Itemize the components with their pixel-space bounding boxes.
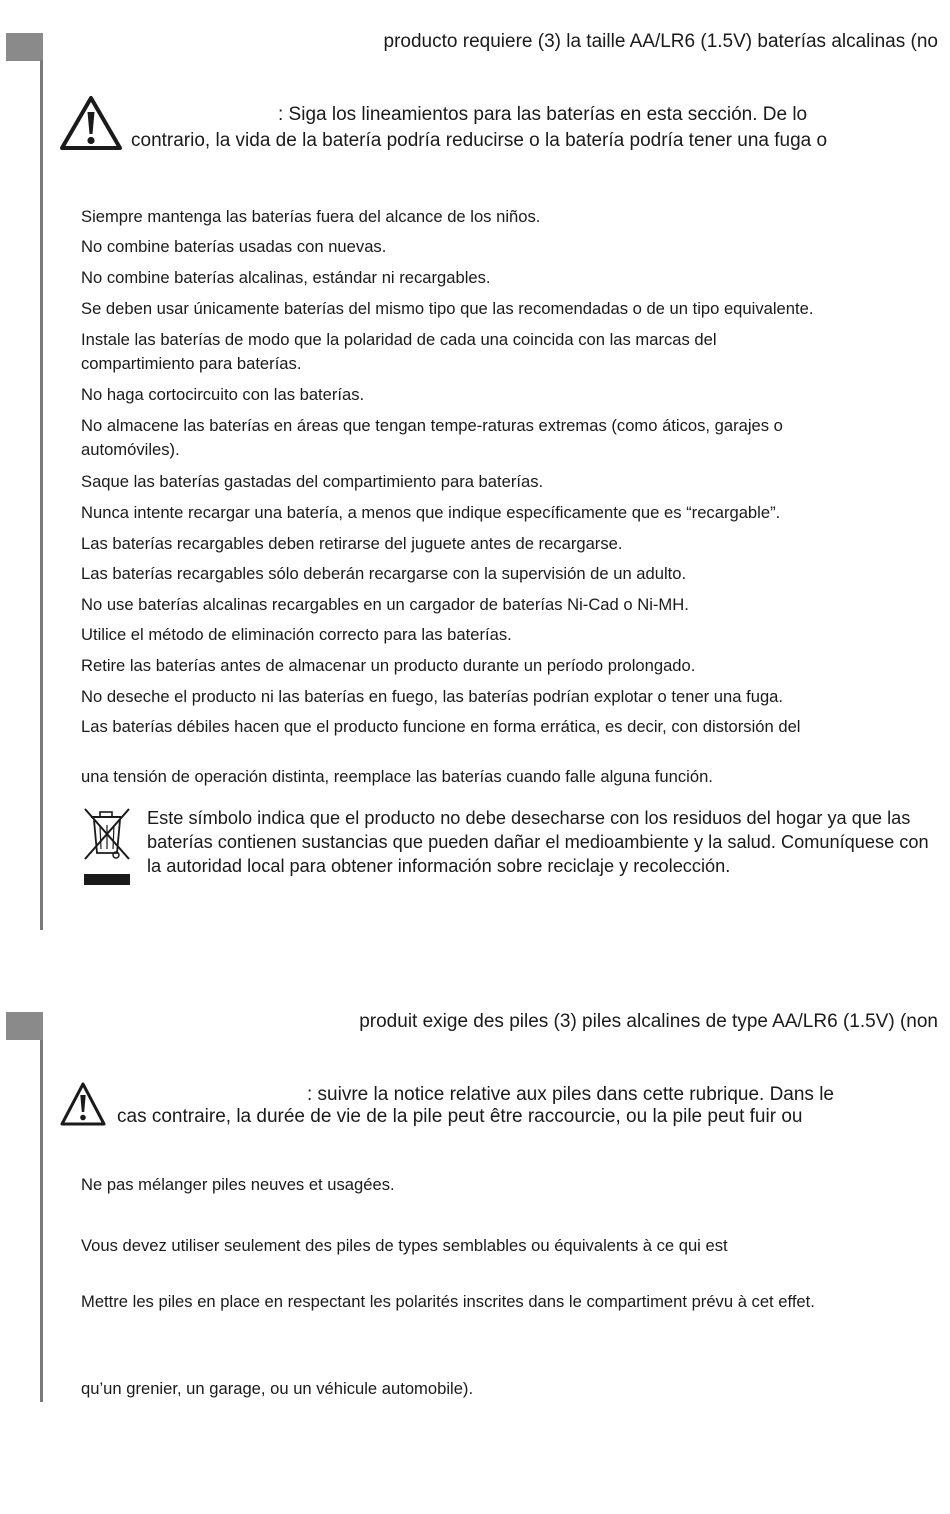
list-item: No deseche el producto ni las baterías en fuego, las baterías podrían explotar o tener una fuga. bbox=[81, 687, 784, 706]
section-marker-fr bbox=[6, 1012, 43, 1040]
list-item: Siempre mantenga las baterías fuera del alcance de los niños. bbox=[81, 207, 541, 226]
warning-triangle-icon bbox=[58, 94, 124, 152]
list-item: qu’un grenier, un garage, ou un véhicule automobile). bbox=[81, 1379, 474, 1398]
warning-text-es-line2: contrario, la vida de la batería podría reducirse o la batería podría tener una fuga o bbox=[131, 130, 828, 151]
list-item: Las baterías recargables sólo deberán recargarse con la supervisión de un adulto. bbox=[81, 564, 687, 583]
warning-text-fr-line2: cas contraire, la durée de vie de la pile peut être raccourcie, ou la pile peut fuir ou bbox=[117, 1106, 803, 1127]
list-item: automóviles). bbox=[81, 440, 180, 459]
list-item: Saque las baterías gastadas del compartimiento para baterías. bbox=[81, 472, 544, 491]
section-rule-fr bbox=[40, 1040, 43, 1402]
intro-es: producto requiere (3) la taille AA/LR6 (1.5V) baterías alcalinas (no bbox=[383, 31, 938, 52]
section-marker-es bbox=[6, 33, 43, 61]
list-item: Vous devez utiliser seulement des piles de types semblables ou équivalents à ce qui est bbox=[81, 1236, 728, 1255]
list-item: No haga cortocircuito con las baterías. bbox=[81, 385, 365, 404]
warning-text-fr-line1: : suivre la notice relative aux piles dans cette rubrique. Dans le bbox=[307, 1084, 834, 1105]
list-item: Retire las baterías antes de almacenar un producto durante un período prolongado. bbox=[81, 656, 696, 675]
weee-notice: Este símbolo indica que el producto no debe desecharse con los residuos del hogar ya que las baterías contienen sustancias que pueden dañar el medioambiente y la salud. Comuníquese con la autoridad local para obtener información sobre reciclaje y recolección. bbox=[147, 808, 929, 876]
list-item: Utilice el método de eliminación correcto para las baterías. bbox=[81, 625, 512, 644]
list-item: No almacene las baterías en áreas que tengan tempe-raturas extremas (como áticos, garajes o bbox=[81, 416, 783, 435]
list-item: compartimiento para baterías. bbox=[81, 354, 302, 373]
list-item: una tensión de operación distinta, reemplace las baterías cuando falle alguna función. bbox=[81, 767, 713, 786]
list-item: No combine baterías alcalinas, estándar ni recargables. bbox=[81, 268, 491, 287]
list-item: Las baterías recargables deben retirarse del juguete antes de recargarse. bbox=[81, 534, 623, 553]
list-item: No combine baterías usadas con nuevas. bbox=[81, 237, 387, 256]
list-item: Instale las baterías de modo que la polaridad de cada una coincida con las marcas del bbox=[81, 330, 717, 349]
list-item: Mettre les piles en place en respectant les polarités inscrites dans le compartiment prévu à cet effet. bbox=[81, 1292, 815, 1311]
warning-text-es-line1: : Siga los lineamientos para las baterías en esta sección. De lo bbox=[278, 104, 808, 125]
list-item: No use baterías alcalinas recargables en un cargador de baterías Ni-Cad o Ni-MH. bbox=[81, 595, 689, 614]
crossed-out-bin-icon bbox=[80, 803, 134, 891]
list-item: Ne pas mélanger piles neuves et usagées. bbox=[81, 1175, 395, 1194]
warning-triangle-icon bbox=[58, 1080, 108, 1128]
list-item: Se deben usar únicamente baterías del mismo tipo que las recomendadas o de un tipo equivalente. bbox=[81, 299, 814, 318]
intro-fr: produit exige des piles (3) piles alcalines de type AA/LR6 (1.5V) (non bbox=[359, 1011, 938, 1032]
list-item: Las baterías débiles hacen que el producto funcione en forma errática, es decir, con distorsión del bbox=[81, 717, 801, 736]
list-item: Nunca intente recargar una batería, a menos que indique específicamente que es “recargable”. bbox=[81, 503, 781, 522]
section-rule-es bbox=[40, 60, 43, 930]
